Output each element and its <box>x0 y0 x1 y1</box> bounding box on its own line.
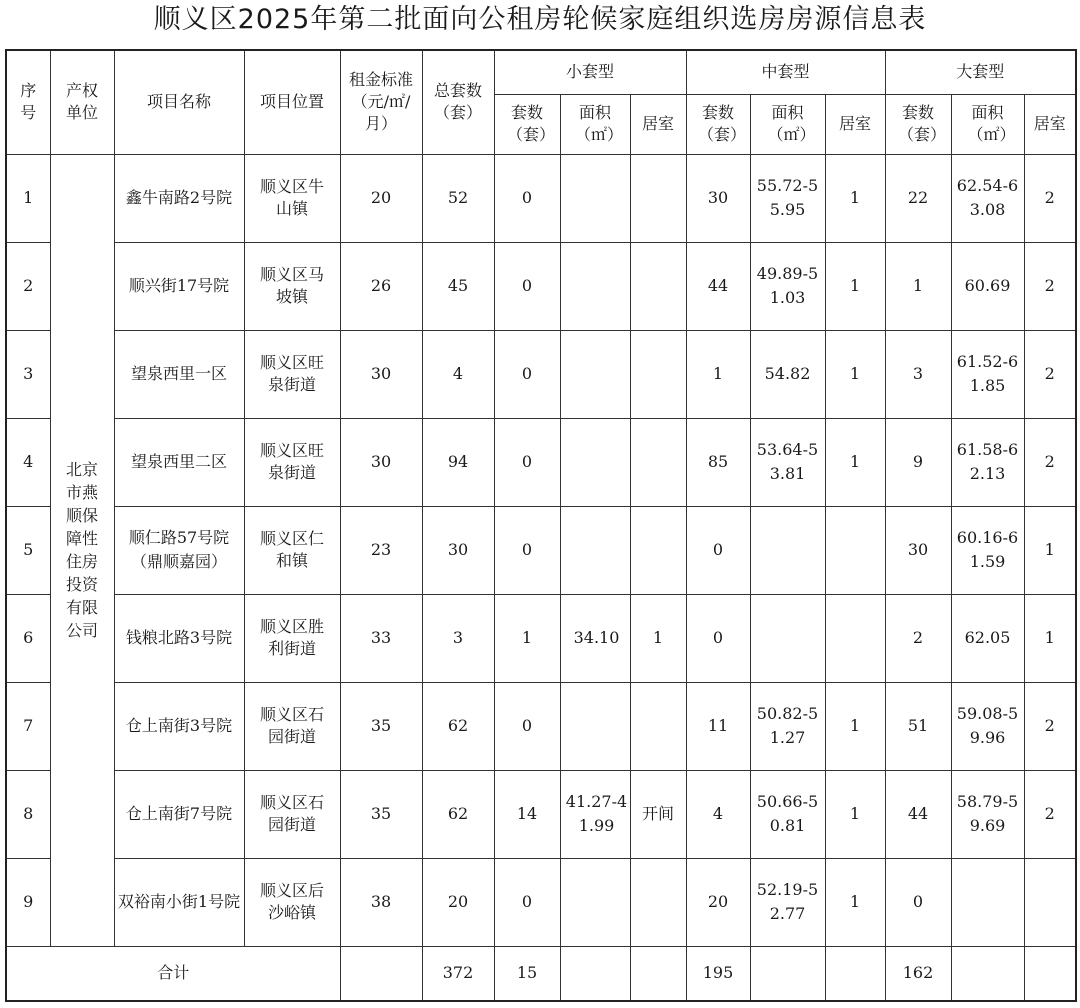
header-owner: 产权单位 <box>50 50 114 154</box>
cell-small-rooms <box>630 418 686 506</box>
cell-small-area <box>560 682 630 770</box>
totals-small-rooms <box>630 946 686 1001</box>
cell-medium-rooms: 1 <box>825 154 885 242</box>
cell-small-rooms: 开间 <box>630 770 686 858</box>
cell-medium-units: 11 <box>686 682 750 770</box>
totals-large-rooms <box>1024 946 1076 1001</box>
cell-small-rooms <box>630 154 686 242</box>
cell-large-area: 58.79-59.69 <box>951 770 1024 858</box>
header-seq: 序号 <box>6 50 50 154</box>
totals-medium-rooms <box>825 946 885 1001</box>
cell-seq: 1 <box>6 154 50 242</box>
cell-medium-rooms: 1 <box>825 858 885 946</box>
header-medium-area: 面积（㎡） <box>750 94 825 154</box>
cell-medium-units: 20 <box>686 858 750 946</box>
cell-total: 30 <box>422 506 494 594</box>
table-row <box>6 418 1076 506</box>
cell-location: 顺义区石园街道 <box>244 770 340 858</box>
cell-medium-area: 53.64-53.81 <box>750 418 825 506</box>
cell-total: 62 <box>422 682 494 770</box>
cell-large-rooms: 1 <box>1024 594 1076 682</box>
cell-medium-area: 52.19-52.77 <box>750 858 825 946</box>
cell-project: 双裕南小街1号院 <box>114 858 244 946</box>
totals-large-units: 162 <box>885 946 951 1001</box>
header-small-area: 面积（㎡） <box>560 94 630 154</box>
cell-large-area: 60.16-61.59 <box>951 506 1024 594</box>
cell-large-units: 3 <box>885 330 951 418</box>
cell-medium-area <box>750 594 825 682</box>
cell-seq: 3 <box>6 330 50 418</box>
cell-large-area: 60.69 <box>951 242 1024 330</box>
cell-large-units: 9 <box>885 418 951 506</box>
cell-medium-area <box>750 506 825 594</box>
cell-small-area <box>560 858 630 946</box>
cell-large-units: 44 <box>885 770 951 858</box>
cell-location: 顺义区马坡镇 <box>244 242 340 330</box>
table-row <box>6 330 1076 418</box>
cell-seq: 7 <box>6 682 50 770</box>
totals-row <box>6 946 1076 1001</box>
cell-large-units: 51 <box>885 682 951 770</box>
cell-large-rooms: 2 <box>1024 330 1076 418</box>
cell-small-area <box>560 330 630 418</box>
cell-large-rooms <box>1024 858 1076 946</box>
cell-medium-area: 50.82-51.27 <box>750 682 825 770</box>
cell-medium-rooms: 1 <box>825 770 885 858</box>
cell-small-rooms: 1 <box>630 594 686 682</box>
cell-location: 顺义区旺泉街道 <box>244 330 340 418</box>
header-location: 项目位置 <box>244 50 340 154</box>
cell-small-rooms <box>630 242 686 330</box>
cell-medium-units: 4 <box>686 770 750 858</box>
table-title: 顺义区2025年第二批面向公租房轮候家庭组织选房房源信息表 <box>153 4 927 35</box>
cell-rent: 38 <box>340 858 422 946</box>
cell-large-area: 61.52-61.85 <box>951 330 1024 418</box>
table-row <box>6 770 1076 858</box>
cell-small-area <box>560 506 630 594</box>
table-row <box>6 154 1076 242</box>
cell-rent: 23 <box>340 506 422 594</box>
cell-location: 顺义区牛山镇 <box>244 154 340 242</box>
table-row <box>6 506 1076 594</box>
totals-label: 合计 <box>6 946 340 1001</box>
cell-large-units: 1 <box>885 242 951 330</box>
cell-large-units: 30 <box>885 506 951 594</box>
header-rent: 租金标准（元/㎡/月） <box>340 50 422 154</box>
cell-small-units: 0 <box>494 154 560 242</box>
table-row <box>6 682 1076 770</box>
cell-project: 望泉西里一区 <box>114 330 244 418</box>
cell-medium-rooms: 1 <box>825 242 885 330</box>
cell-medium-area: 54.82 <box>750 330 825 418</box>
cell-medium-rooms <box>825 594 885 682</box>
cell-large-rooms: 2 <box>1024 682 1076 770</box>
cell-project: 顺兴街17号院 <box>114 242 244 330</box>
cell-small-units: 0 <box>494 858 560 946</box>
cell-medium-rooms: 1 <box>825 330 885 418</box>
cell-total: 94 <box>422 418 494 506</box>
cell-small-units: 1 <box>494 594 560 682</box>
table-row <box>6 594 1076 682</box>
cell-project: 鑫牛南路2号院 <box>114 154 244 242</box>
cell-large-rooms: 2 <box>1024 418 1076 506</box>
cell-medium-units: 1 <box>686 330 750 418</box>
cell-seq: 2 <box>6 242 50 330</box>
cell-large-rooms: 2 <box>1024 242 1076 330</box>
cell-medium-area: 49.89-51.03 <box>750 242 825 330</box>
cell-small-units: 0 <box>494 418 560 506</box>
cell-large-units: 2 <box>885 594 951 682</box>
cell-total: 4 <box>422 330 494 418</box>
cell-large-rooms: 1 <box>1024 506 1076 594</box>
cell-total: 20 <box>422 858 494 946</box>
cell-seq: 5 <box>6 506 50 594</box>
cell-medium-units: 0 <box>686 506 750 594</box>
totals-small-units: 15 <box>494 946 560 1001</box>
cell-small-area <box>560 418 630 506</box>
cell-project: 钱粮北路3号院 <box>114 594 244 682</box>
cell-medium-units: 85 <box>686 418 750 506</box>
cell-large-units: 22 <box>885 154 951 242</box>
cell-large-rooms: 2 <box>1024 154 1076 242</box>
header-medium-rooms: 居室 <box>825 94 885 154</box>
cell-large-area: 62.05 <box>951 594 1024 682</box>
cell-rent: 33 <box>340 594 422 682</box>
header-small: 小套型 <box>494 50 686 94</box>
cell-small-rooms <box>630 330 686 418</box>
cell-large-area: 62.54-63.08 <box>951 154 1024 242</box>
cell-total: 3 <box>422 594 494 682</box>
cell-small-units: 0 <box>494 242 560 330</box>
cell-small-units: 14 <box>494 770 560 858</box>
cell-small-area <box>560 242 630 330</box>
cell-small-area: 41.27-41.99 <box>560 770 630 858</box>
header-small-units: 套数（套） <box>494 94 560 154</box>
cell-project: 望泉西里二区 <box>114 418 244 506</box>
table-body <box>6 154 1076 1001</box>
cell-seq: 8 <box>6 770 50 858</box>
cell-total: 52 <box>422 154 494 242</box>
cell-small-units: 0 <box>494 682 560 770</box>
totals-large-area <box>951 946 1024 1001</box>
cell-large-area <box>951 858 1024 946</box>
cell-medium-rooms: 1 <box>825 682 885 770</box>
cell-seq: 4 <box>6 418 50 506</box>
cell-small-rooms <box>630 506 686 594</box>
cell-seq: 6 <box>6 594 50 682</box>
table-row <box>6 858 1076 946</box>
cell-project: 顺仁路57号院（鼎顺嘉园） <box>114 506 244 594</box>
header-large-area: 面积（㎡） <box>951 94 1024 154</box>
cell-medium-units: 44 <box>686 242 750 330</box>
totals-medium-area <box>750 946 825 1001</box>
cell-large-units: 0 <box>885 858 951 946</box>
cell-location: 顺义区胜利街道 <box>244 594 340 682</box>
cell-small-rooms <box>630 682 686 770</box>
cell-medium-rooms <box>825 506 885 594</box>
cell-location: 顺义区后沙峪镇 <box>244 858 340 946</box>
cell-rent: 30 <box>340 418 422 506</box>
header-project: 项目名称 <box>114 50 244 154</box>
cell-total: 45 <box>422 242 494 330</box>
header-total: 总套数（套） <box>422 50 494 154</box>
cell-large-area: 59.08-59.96 <box>951 682 1024 770</box>
header-small-rooms: 居室 <box>630 94 686 154</box>
header-large: 大套型 <box>885 50 1076 94</box>
cell-owner: 北京市燕顺保障性住房投资有限公司 <box>50 154 114 946</box>
cell-rent: 35 <box>340 682 422 770</box>
totals-small-area <box>560 946 630 1001</box>
totals-medium-units: 195 <box>686 946 750 1001</box>
totals-total: 372 <box>422 946 494 1001</box>
cell-location: 顺义区石园街道 <box>244 682 340 770</box>
header-large-rooms: 居室 <box>1024 94 1076 154</box>
header-medium-units: 套数（套） <box>686 94 750 154</box>
cell-rent: 35 <box>340 770 422 858</box>
cell-medium-area: 55.72-55.95 <box>750 154 825 242</box>
cell-large-area: 61.58-62.13 <box>951 418 1024 506</box>
cell-total: 62 <box>422 770 494 858</box>
cell-medium-rooms: 1 <box>825 418 885 506</box>
cell-seq: 9 <box>6 858 50 946</box>
cell-medium-units: 30 <box>686 154 750 242</box>
cell-project: 仓上南街7号院 <box>114 770 244 858</box>
totals-rent <box>340 946 422 1001</box>
cell-location: 顺义区旺泉街道 <box>244 418 340 506</box>
cell-small-units: 0 <box>494 330 560 418</box>
cell-small-units: 0 <box>494 506 560 594</box>
housing-info-table <box>5 49 1077 1002</box>
cell-small-area: 34.10 <box>560 594 630 682</box>
header-row-top <box>6 50 1076 94</box>
cell-large-rooms: 2 <box>1024 770 1076 858</box>
cell-location: 顺义区仁和镇 <box>244 506 340 594</box>
cell-small-rooms <box>630 858 686 946</box>
cell-project: 仓上南街3号院 <box>114 682 244 770</box>
cell-rent: 26 <box>340 242 422 330</box>
table-row <box>6 242 1076 330</box>
cell-rent: 20 <box>340 154 422 242</box>
cell-medium-area: 50.66-50.81 <box>750 770 825 858</box>
header-medium: 中套型 <box>686 50 885 94</box>
cell-small-area <box>560 154 630 242</box>
cell-rent: 30 <box>340 330 422 418</box>
cell-medium-units: 0 <box>686 594 750 682</box>
header-large-units: 套数（套） <box>885 94 951 154</box>
